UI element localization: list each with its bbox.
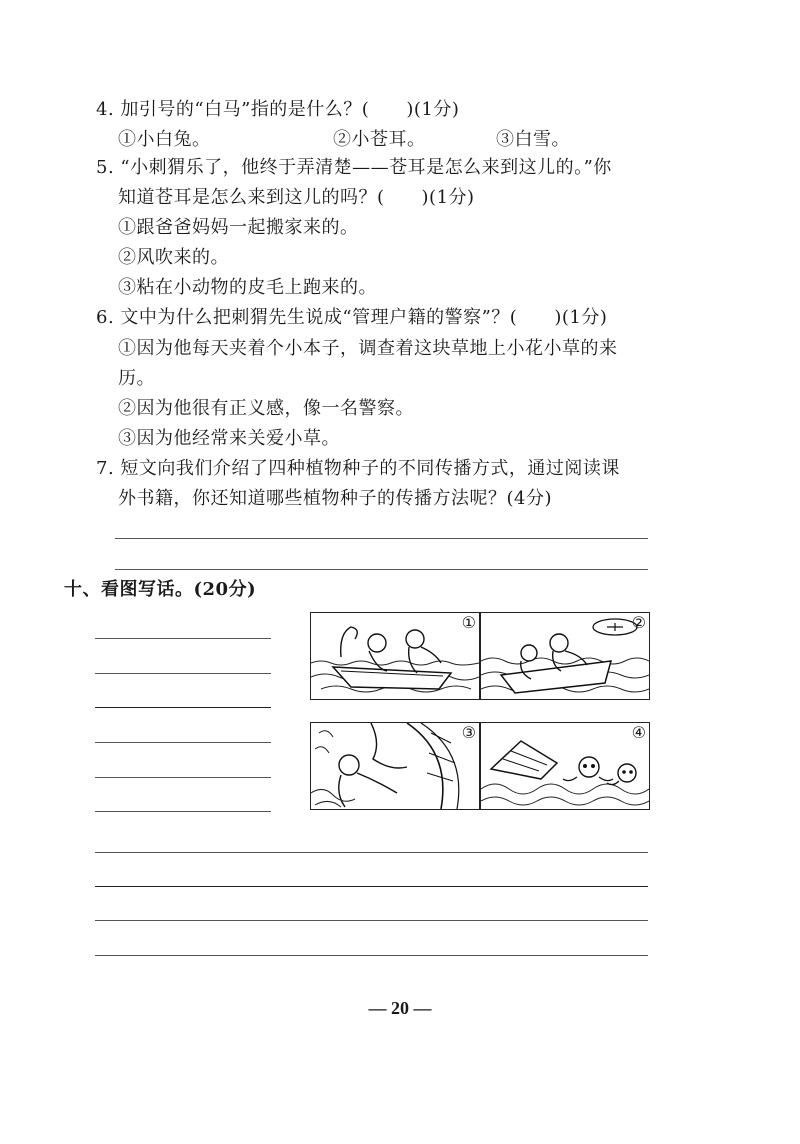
picture-panel-3	[310, 722, 480, 810]
q7-stem-line2: 外书籍，你还知道哪些植物种子的传播方法呢？(4分)	[118, 488, 552, 509]
writing-line[interactable]	[95, 811, 271, 812]
q4-option-2: ②小苍耳。	[333, 129, 426, 150]
writing-line[interactable]	[95, 707, 271, 708]
q5-option-1: ①跟爸爸妈妈一起搬家来的。	[118, 217, 359, 238]
section10-heading: 十、看图写话。(20分)	[64, 579, 257, 600]
q5-option-2: ②风吹来的。	[118, 247, 229, 268]
monkeys-swimming-scene-icon	[481, 723, 649, 809]
q6-stem: 6. 文中为什么把刺猬先生说成“管理户籍的警察”？( )(1分)	[96, 307, 608, 328]
panel-number: ①	[461, 613, 476, 632]
writing-line[interactable]	[95, 673, 271, 674]
panel-number: ④	[631, 723, 646, 742]
monkey-rescue-scene-icon	[311, 723, 479, 809]
q5-stem-line2: 知道苍耳是怎么来到这儿的吗？( )(1分)	[118, 187, 475, 208]
q4-stem: 4. 加引号的“白马”指的是什么？( )(1分)	[96, 99, 460, 120]
writing-line[interactable]	[95, 886, 648, 887]
q4-option-1: ①小白兔。	[118, 129, 211, 150]
q7-answer-line[interactable]	[115, 538, 648, 539]
q6-option-1-line1: ①因为他每天夹着个小本子，调查着这块草地上小花小草的来	[118, 338, 618, 359]
writing-line[interactable]	[95, 955, 648, 956]
writing-line[interactable]	[95, 742, 271, 743]
q5-option-3: ③粘在小动物的皮毛上跑来的。	[118, 277, 377, 298]
writing-line[interactable]	[95, 638, 271, 639]
picture-panel-4	[480, 722, 650, 810]
q6-option-3: ③因为他经常来关爱小草。	[118, 428, 340, 449]
picture-panel-2	[480, 612, 650, 700]
writing-line[interactable]	[95, 852, 648, 853]
q7-answer-line[interactable]	[115, 569, 648, 570]
panel-number: ③	[461, 723, 476, 742]
picture-panel-1	[310, 612, 480, 700]
q4-option-3: ③白雪。	[496, 129, 570, 150]
q5-stem-line1: 5. “小刺猬乐了，他终于弄清楚——苍耳是怎么来到这儿的。”你	[96, 157, 612, 178]
monkey-boat-scene-icon	[311, 613, 479, 699]
q7-stem-line1: 7. 短文向我们介绍了四种植物种子的不同传播方式，通过阅读课	[96, 458, 620, 479]
page-number: — 20 —	[368, 998, 432, 1018]
q6-option-1-line2: 历。	[118, 368, 155, 389]
writing-line[interactable]	[95, 920, 648, 921]
panel-number: ②	[631, 613, 646, 632]
writing-line[interactable]	[95, 777, 271, 778]
monkeys-rowing-scene-icon	[481, 613, 649, 699]
q6-option-2: ②因为他很有正义感，像一名警察。	[118, 398, 414, 419]
